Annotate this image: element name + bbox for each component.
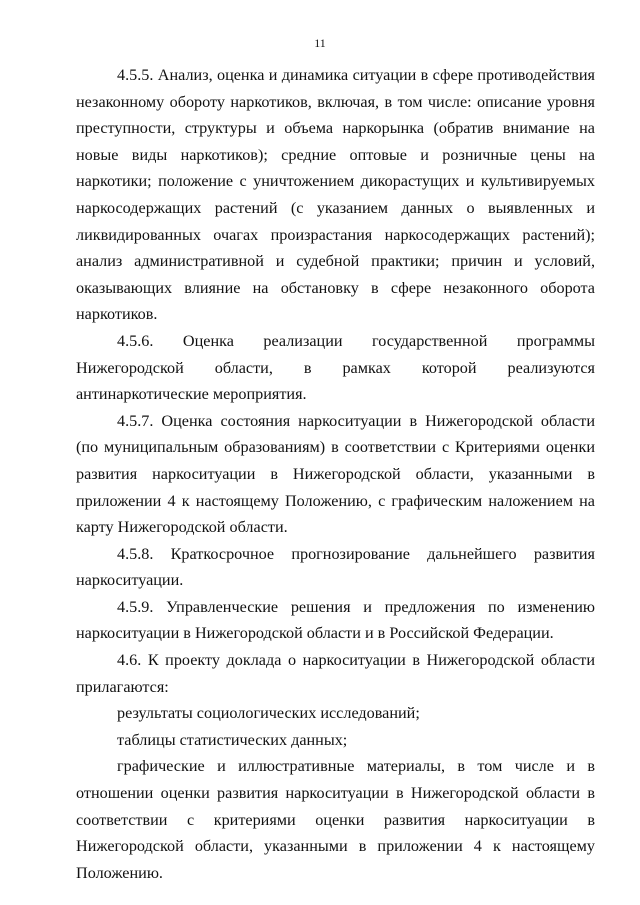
paragraph-4-5-5: 4.5.5. Анализ, оценка и динамика ситуации в сфере противодействия незаконному обороту наркотиков, включая, в том числе: описание уровня преступности, структуры и объема наркорынка (обратив внимание на новые виды наркотиков); средние оптовые и розничные цены на наркотики; положение с уничтожением дикорастущих и культивируемых наркосодержащих растений (с указанием данных о выявленных и ликвидированных очагах произрастания наркосодержащих растений); анализ административной и судебной практики; причин и условий, оказывающих влияние на обстановку в сфере незаконного оборота наркотиков.	[76, 66, 595, 324]
paragraph-4-5-8: 4.5.8. Краткосрочное прогнозирование дальнейшего развития наркоситуации.	[76, 544, 595, 590]
paragraph-4-5-6: 4.5.6. Оценка реализации государственной программы Нижегородской области, в рамках которой реализуются антинаркотические мероприятия.	[76, 331, 595, 404]
list-item-sociological-results: результаты социологических исследований;	[117, 704, 420, 723]
list-item-graphic-materials: графические и иллюстративные материалы, в том числе и в отношении оценки развития наркоситуации в Нижегородской области в соответствии с критериями оценки развития наркоситуации в Нижегородской области, указанными в приложении 4 к настоящему Положению.	[76, 757, 595, 882]
paragraph-4-5-7: 4.5.7. Оценка состояния наркоситуации в Нижегородской области (по муниципальным образованиям) в соответствии с Критериями оценки развития наркоситуации в Нижегородской области, указанными в приложении 4 к настоящему Положению, с графическим наложением на карту Нижегородской области.	[76, 411, 595, 537]
list-item-statistical-tables: таблицы статистических данных;	[117, 730, 348, 749]
paragraph-4-5-9: 4.5.9. Управленческие решения и предложения по изменению наркоситуации в Нижегородской области и в Российской Федерации.	[76, 597, 595, 643]
page-number: 11	[314, 36, 326, 50]
document-body	[76, 62, 595, 886]
paragraph-4-6: 4.6. К проекту доклада о наркоситуации в Нижегородской области прилагаются:	[76, 651, 595, 696]
